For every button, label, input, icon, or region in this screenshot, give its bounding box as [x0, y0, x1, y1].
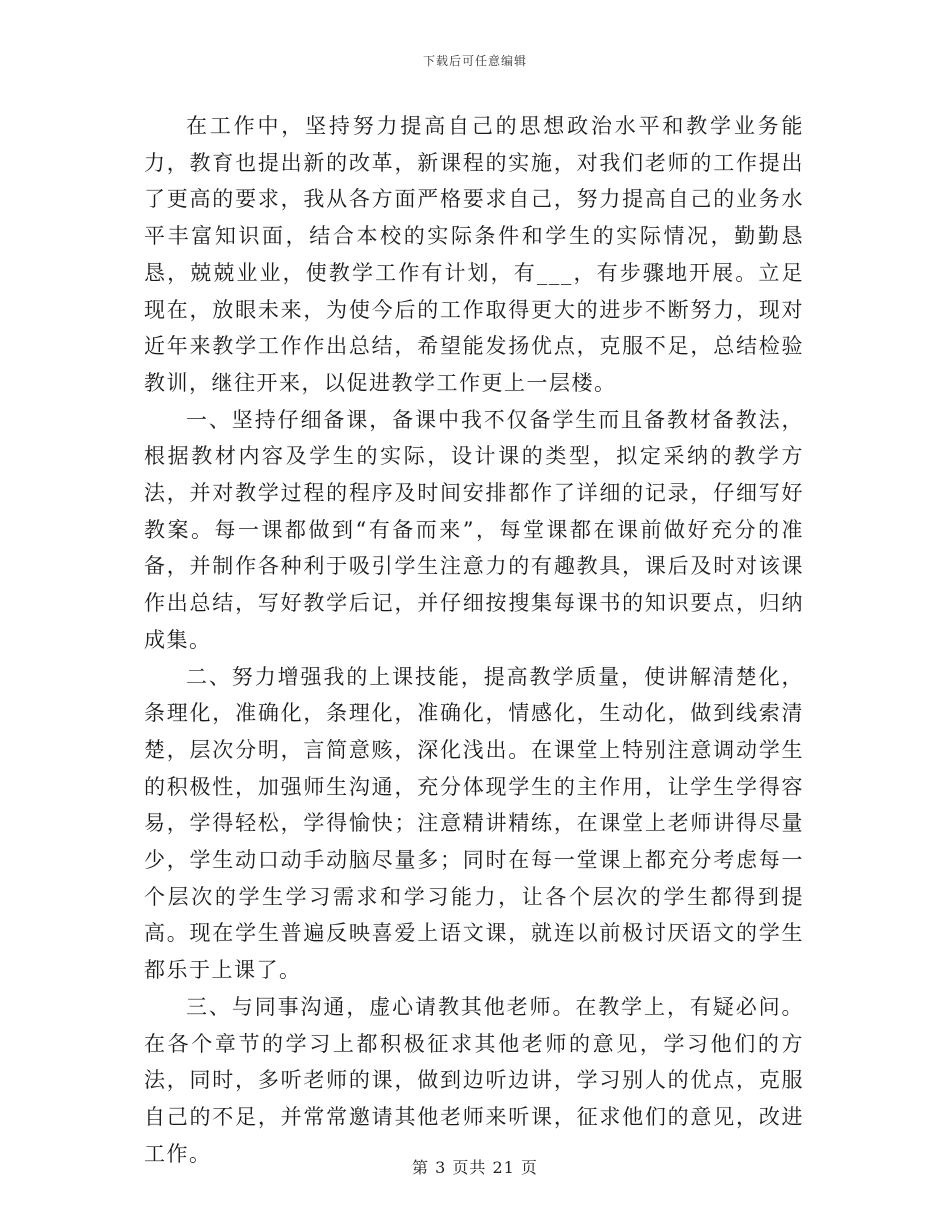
document-body — [144, 108, 804, 1172]
paragraph-intro: 在工作中，坚持努力提高自己的思想政治水平和教学业务能力，教育也提出新的改革，新课程的实施，对我们老师的工作提出了更高的要求，我从各方面严格要求自己，努力提高自己的业务水平丰富知识面，结合本校的实际条件和学生的实际情况，勤勤恳恳，兢兢业业，使教学工作有计划，有___，有步骤地开展。立足现在，放眼未来，为使今后的工作取得更大的进步不断努力，现对近年来教学工作作出总结，希望能发扬优点，克服不足，总结检验教训，继往开来，以促进教学工作更上一层楼。 — [144, 114, 804, 395]
header-note: 下载后可任意编辑 — [422, 54, 527, 68]
paragraph-section-3: 三、与同事沟通，虚心请教其他老师。在教学上，有疑必问。在各个章节的学习上都积极征求其他老师的意见，学习他们的方法，同时，多听老师的课，做到边听边讲，学习别人的优点，克服自己的不足，并常常邀请其他老师来听课，征求他们的意见，改进工作。 — [144, 994, 804, 1166]
paragraph-section-2: 二、努力增强我的上课技能，提高教学质量，使讲解清楚化，条理化，准确化，条理化，准确化，情感化，生动化，做到线索清楚，层次分明，言简意赅，深化浅出。在课堂上特别注意调动学生的积极性，加强师生沟通，充分体现学生的主作用，让学生学得容易，学得轻松，学得愉快；注意精讲精练，在课堂上老师讲得尽量少，学生动口动手动脑尽量多；同时在每一堂课上都充分考虑每一个层次的学生学习需求和学习能力，让各个层次的学生都得到提高。现在学生普遍反映喜爱上语文课，就连以前极讨厌语文的学生都乐于上课了。 — [144, 664, 804, 983]
paragraph-section-1: 一、坚持仔细备课，备课中我不仅备学生而且备教材备教法，根据教材内容及学生的实际，设计课的类型，拟定采纳的教学方法，并对教学过程的程序及时间安排都作了详细的记录，仔细写好教案。每一课都做到“有备而来”，每堂课都在课前做好充分的准备，并制作各种利于吸引学生注意力的有趣教具，课后及时对该课作出总结，写好教学后记，并仔细按搜集每课书的知识要点，归纳成集。 — [144, 407, 804, 652]
page-number: 第 3 页共 21 页 — [412, 1158, 538, 1177]
